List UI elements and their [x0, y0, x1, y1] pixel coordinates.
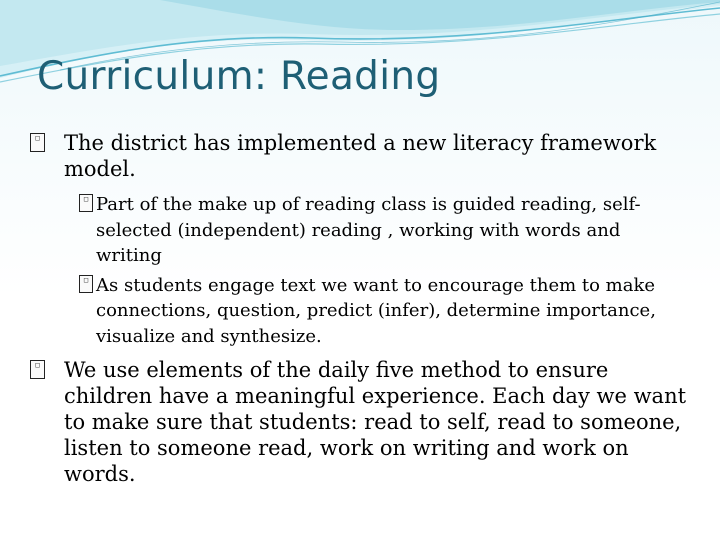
bullet-icon: □ — [79, 275, 93, 293]
bullet-text: We use elements of the daily five method to ensure children have a meaningful experience. Each day we want to make sure that students: read to self, read to someone, listen to someone read, work on writing and work on words. — [64, 358, 687, 486]
bullet-text: Part of the make up of reading class is guided reading, self-selected (independent) reading , working with words and writing — [96, 194, 641, 266]
bullet-list — [30, 130, 690, 487]
bullet-icon: □ — [30, 360, 45, 379]
bullet-item — [30, 130, 690, 182]
bullet-text: The district has implemented a new literacy framework model. — [64, 131, 657, 181]
sub-bullet-item — [30, 192, 690, 269]
sub-bullet-item — [30, 273, 690, 350]
bullet-text: As students engage text we want to encourage them to make connections, question, predict (infer), determine importance, visualize and synthesize. — [96, 274, 656, 347]
bullet-icon: □ — [30, 133, 45, 152]
bullet-item — [30, 357, 690, 487]
slide-title: Curriculum: Reading — [37, 54, 441, 99]
bullet-icon: □ — [79, 194, 93, 212]
